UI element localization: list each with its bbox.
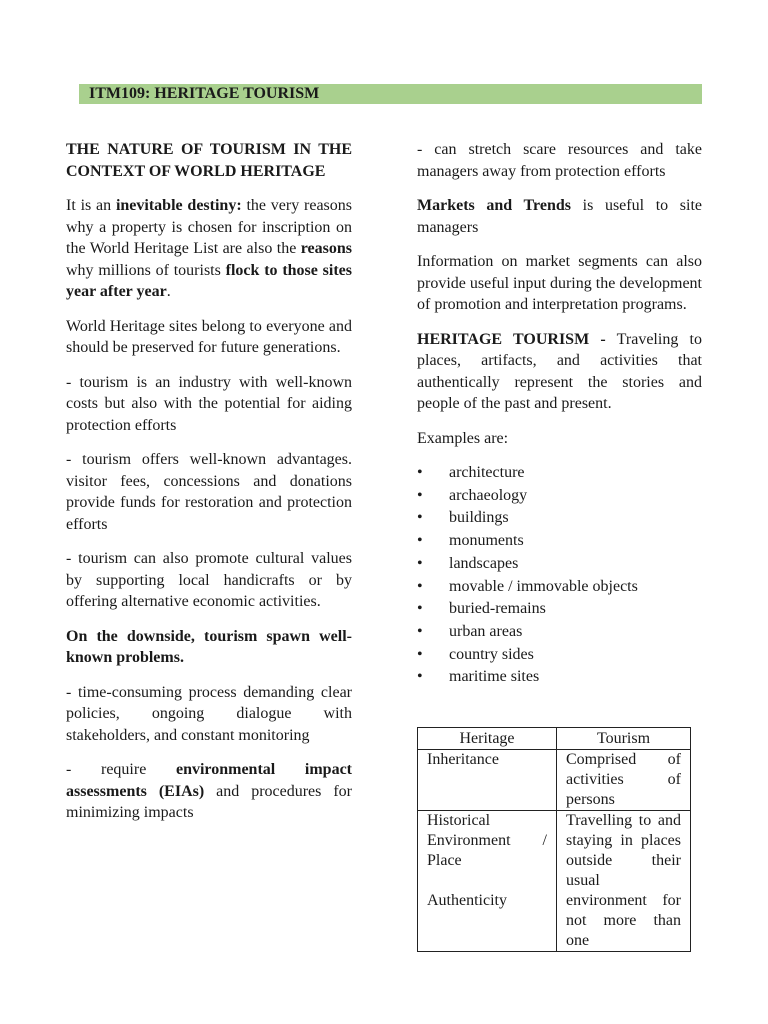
section-heading: THE NATURE OF TOURISM IN THE CONTEXT OF WORLD HERITAGE [66, 141, 352, 180]
table-header-heritage: Heritage [418, 728, 557, 750]
table-cell-tourism: Comprised of activities of persons [557, 750, 691, 811]
bold-run: HERITAGE TOURISM - [417, 330, 606, 348]
paragraph-eia [66, 759, 352, 824]
bullet-icon: • [417, 577, 423, 595]
bullet-icon: • [417, 509, 423, 527]
list-item [417, 576, 702, 599]
text-run: why millions of tourists [66, 261, 226, 279]
paragraph-industry: - tourism is an industry with well-known costs but also with the potential for aiding protection efforts [66, 373, 352, 434]
bold-run: reasons [300, 240, 352, 257]
examples-list [417, 462, 702, 689]
table-row [418, 750, 691, 811]
right-column [417, 139, 702, 689]
bullet-icon: • [417, 645, 423, 663]
list-item [417, 507, 702, 530]
list-item-text: country sides [449, 645, 534, 663]
left-column [66, 139, 352, 837]
bullet-icon: • [417, 668, 423, 686]
bold-run: Markets and Trends [417, 197, 571, 214]
paragraph-examples-label: Examples are: [417, 429, 509, 447]
table-cell-heritage-text: Historical Environment / Place [427, 812, 547, 869]
list-item [417, 621, 702, 644]
list-item-text: movable / immovable objects [449, 577, 638, 595]
list-item-text: buried-remains [449, 600, 546, 618]
text-run: Traveling to places, artifacts, and activities that authentically represent the stories and people of the past and present. [417, 330, 702, 412]
list-item-text: landscapes [449, 554, 519, 572]
paragraph-scarce-resources: - can stretch scare resources and take managers away from protection efforts [417, 141, 702, 180]
document-title: ITM109: HERITAGE TOURISM [89, 85, 320, 102]
list-item-text: archaeology [449, 486, 528, 504]
bold-run: inevitable destiny: [115, 197, 242, 214]
list-item [417, 666, 702, 689]
list-item [417, 644, 702, 667]
list-item-text: monuments [449, 532, 524, 550]
text-run: and procedures for minimizing impacts [66, 782, 352, 821]
bold-run: flock to those sites year after year [66, 261, 353, 300]
list-item-text: buildings [449, 509, 509, 527]
table-cell-tourism: Travelling to and staying in places outside their usual environment for not more than one [557, 811, 691, 952]
list-item [417, 598, 702, 621]
list-item [417, 462, 702, 485]
table-cell-heritage [418, 811, 557, 952]
text-run: - require [66, 761, 176, 778]
paragraph-advantages: - tourism offers well-known advantages. visitor fees, concessions and donations provide funds for restoration and protection efforts [66, 451, 352, 533]
heritage-tourism-table [417, 727, 691, 952]
bold-run: environmental impact assessments (EIAs) [66, 761, 352, 800]
list-item [417, 530, 702, 553]
list-item [417, 485, 702, 508]
bullet-icon: • [417, 554, 423, 572]
title-bar [79, 84, 702, 104]
paragraph-inevitable-destiny [66, 195, 352, 303]
table-row [418, 811, 691, 952]
paragraph-cultural-values: - tourism can also promote cultural values by supporting local handicrafts or by offering alternative economic activities. [66, 550, 352, 610]
paragraph-markets-trends [417, 195, 702, 238]
text-run: . [166, 283, 171, 300]
text-run: is useful to site managers [417, 197, 703, 236]
list-item-text: maritime sites [449, 668, 540, 686]
table-cell-heritage-text: Authenticity [427, 892, 507, 909]
paragraph-heritage-tourism [417, 329, 702, 415]
paragraph-world-heritage: World Heritage sites belong to everyone and should be preserved for future generations. [66, 317, 352, 356]
cell-spacer [427, 871, 547, 891]
paragraph-time-consuming: - time-consuming process demanding clear policies, ongoing dialogue with stakeholders, and constant monitoring [66, 683, 352, 744]
paragraph-downside: On the downside, tourism spawn well-known problems. [66, 627, 352, 666]
paragraph-market-segments: Information on market segments can also provide useful input during the development of promotion and interpretation programs. [417, 253, 702, 313]
bullet-icon: • [417, 600, 423, 618]
table-header-tourism: Tourism [557, 728, 691, 750]
bullet-icon: • [417, 622, 423, 640]
list-item [417, 553, 702, 576]
table-header-row [418, 728, 691, 750]
list-item-text: urban areas [449, 622, 523, 640]
text-run: the very reasons why a property is chosen for inscription on the World Heritage List are also the [66, 197, 353, 257]
bullet-icon: • [417, 464, 423, 481]
bullet-icon: • [417, 486, 423, 504]
list-item-text: architecture [449, 464, 525, 481]
text-run: It is an [66, 197, 116, 214]
table-cell-heritage: Inheritance [418, 750, 557, 811]
bullet-icon: • [417, 532, 423, 550]
